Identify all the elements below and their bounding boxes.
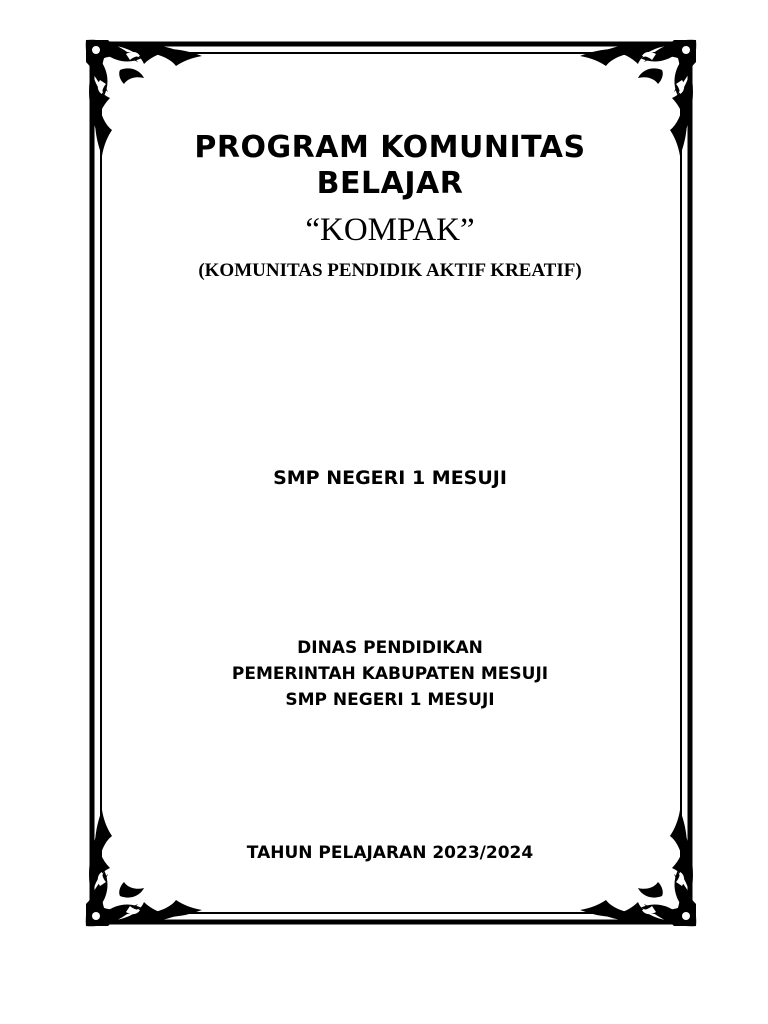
issuing-authority bbox=[120, 635, 660, 713]
title-line-2: BELAJAR bbox=[316, 166, 464, 201]
school-name: SMP NEGERI 1 MESUJI bbox=[273, 467, 507, 489]
corner-ornament-bottom-left-icon bbox=[86, 810, 202, 926]
corner-ornament-bottom-right-icon bbox=[580, 810, 696, 926]
document-title bbox=[120, 130, 660, 202]
authority-line-1: DINAS PENDIDIKAN bbox=[297, 638, 483, 658]
acronym-expansion: (KOMUNITAS PENDIDIK AKTIF KREATIF) bbox=[198, 260, 582, 281]
academic-year: TAHUN PELAJARAN 2023/2024 bbox=[246, 843, 534, 863]
authority-line-3: SMP NEGERI 1 MESUJI bbox=[285, 690, 495, 710]
program-acronym: “KOMPAK” bbox=[305, 212, 475, 248]
title-line-1: PROGRAM KOMUNITAS bbox=[194, 130, 586, 165]
authority-line-2: PEMERINTAH KABUPATEN MESUJI bbox=[231, 664, 549, 684]
